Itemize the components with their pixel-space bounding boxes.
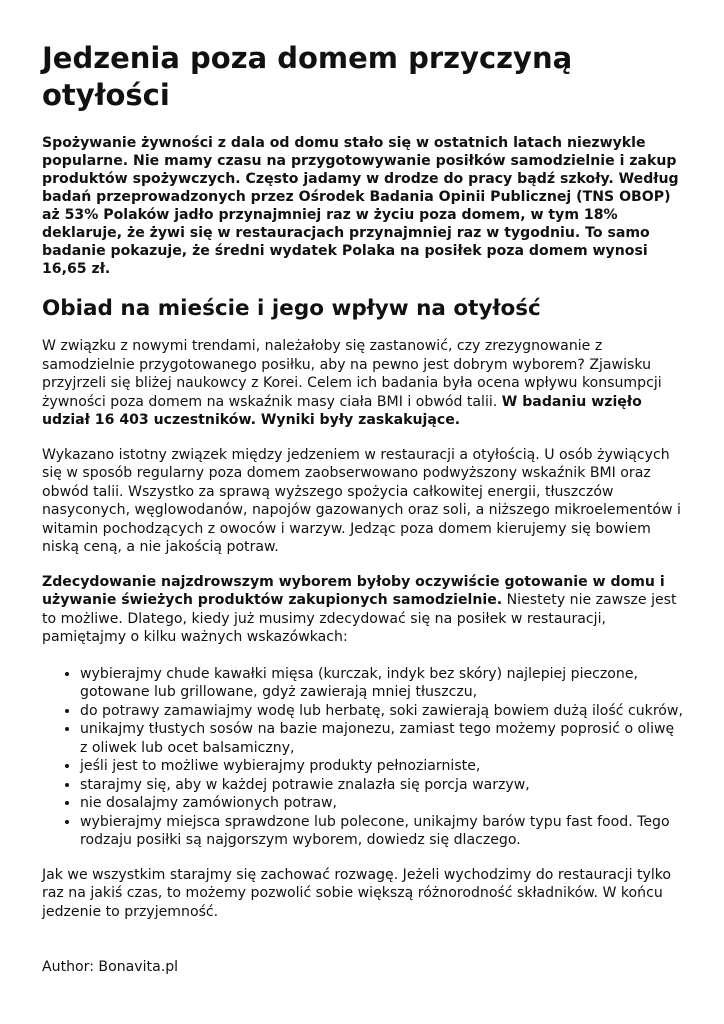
list-item: • unikajmy tłustych sosów na bazie majonezu, zamiast tego możemy poprosić o oliwę z oliwek lub ocet balsamiczny, xyxy=(80,720,684,757)
list-item: • wybierajmy miejsca sprawdzone lub polecone, unikajmy barów typu fast food. Tego rodzaju posiłki są najgorszym wyborem, dowiedz się dlaczego. xyxy=(80,813,684,850)
list-item: • do potrawy zamawiajmy wodę lub herbatę, soki zawierają bowiem dużą ilość cukrów, xyxy=(80,702,684,721)
list-item: • starajmy się, aby w każdej potrawie znalazła się porcja warzyw, xyxy=(80,776,684,795)
paragraph-bold-text: Zdecydowanie najzdrowszym wyborem byłoby oczywiście gotowanie w domu i używanie świeżych produktów zakupionych samodzielnie. xyxy=(42,573,665,608)
paragraph-conclusion: Jak we wszystkim starajmy się zachować rozwagę. Jeżeli wychodzimy do restauracji tylko raz na jakiś czas, to możemy pozwolić sobie większą różnorodność składników. W końcu jedzenie to przyjemność. xyxy=(42,866,672,920)
article xyxy=(42,40,684,921)
list-item: • nie dosalajmy zamówionych potraw, xyxy=(80,794,684,813)
paragraph-bold-text: W badaniu wzięło udział 16 403 uczestników. Wyniki były zaskakujące. xyxy=(42,393,642,428)
paragraph-text: W związku z nowymi trendami, należałoby się zastanowić, czy zrezygnowanie z samodzielnie przygotowanego posiłku, aby na pewno jest dobrym wyborem? Zjawisku przyjrzeli się bliżej naukowcy z Korei. Celem ich badania była ocena wpływu konsumpcji żywności poza domem na wskaźnik masy ciała BMI i obwód talii. xyxy=(42,338,662,410)
section-heading: Obiad na mieście i jego wpływ na otyłość xyxy=(42,296,541,321)
article-title: Jedzenia poza domem przyczyną otyłości xyxy=(42,41,573,112)
paragraph-korea-study xyxy=(42,337,684,430)
list-item: • jeśli jest to możliwe wybierajmy produkty pełnoziarniste, xyxy=(80,757,684,776)
lead-paragraph: Spożywanie żywności z dala od domu stało się w ostatnich latach niezwykle popularne. Nie mamy czasu na przygotowywanie posiłków samodzielnie i zakup produktów spożywczych. Często jadamy w drodze do pracy bądź szkoły. Według badań przeprowadzonych przez Ośrodek Badania Opinii Publicznej (TNS OBOP) aż 53% Polaków jadło przynajmniej raz w życiu poza domem, w tym 18% deklaruje, że żywi się w restauracjach przynajmniej raz w tygodniu. To samo badanie pokazuje, że średni wydatek Polaka na posiłek poza domem wynosi 16,65 zł. xyxy=(42,135,679,277)
paragraph-obesity-link: Wykazano istotny związek między jedzeniem w restauracji a otyłością. U osób żywiących się w sposób regularny poza domem zaobserwowano podwyższony wskaźnik BMI oraz obwód talii. Wszystko za sprawą wyższego spożycia całkowitej energii, tłuszczów nasyconych, węglowodanów, napojów gazowanych oraz soli, a niższego mikroelementów i witamin pochodzących z owoców i warzyw. Jedząc poza domem kierujemy się bowiem niską ceną, a nie jakością potraw. xyxy=(42,446,681,555)
author-credit: Author: Bonavita.pl xyxy=(42,959,179,975)
paragraph-recommendation xyxy=(42,573,684,647)
tips-list xyxy=(42,665,684,850)
list-item: • wybierajmy chude kawałki mięsa (kurczak, indyk bez skóry) najlepiej pieczone, gotowane lub grillowane, gdyż zawierają mniej tłuszczu, xyxy=(80,665,684,702)
paragraph-text: Niestety nie zawsze jest to możliwe. Dlatego, kiedy już musimy zdecydować się na posiłek w restauracji, pamiętajmy o kilku ważnych wskazówkach: xyxy=(42,592,677,645)
